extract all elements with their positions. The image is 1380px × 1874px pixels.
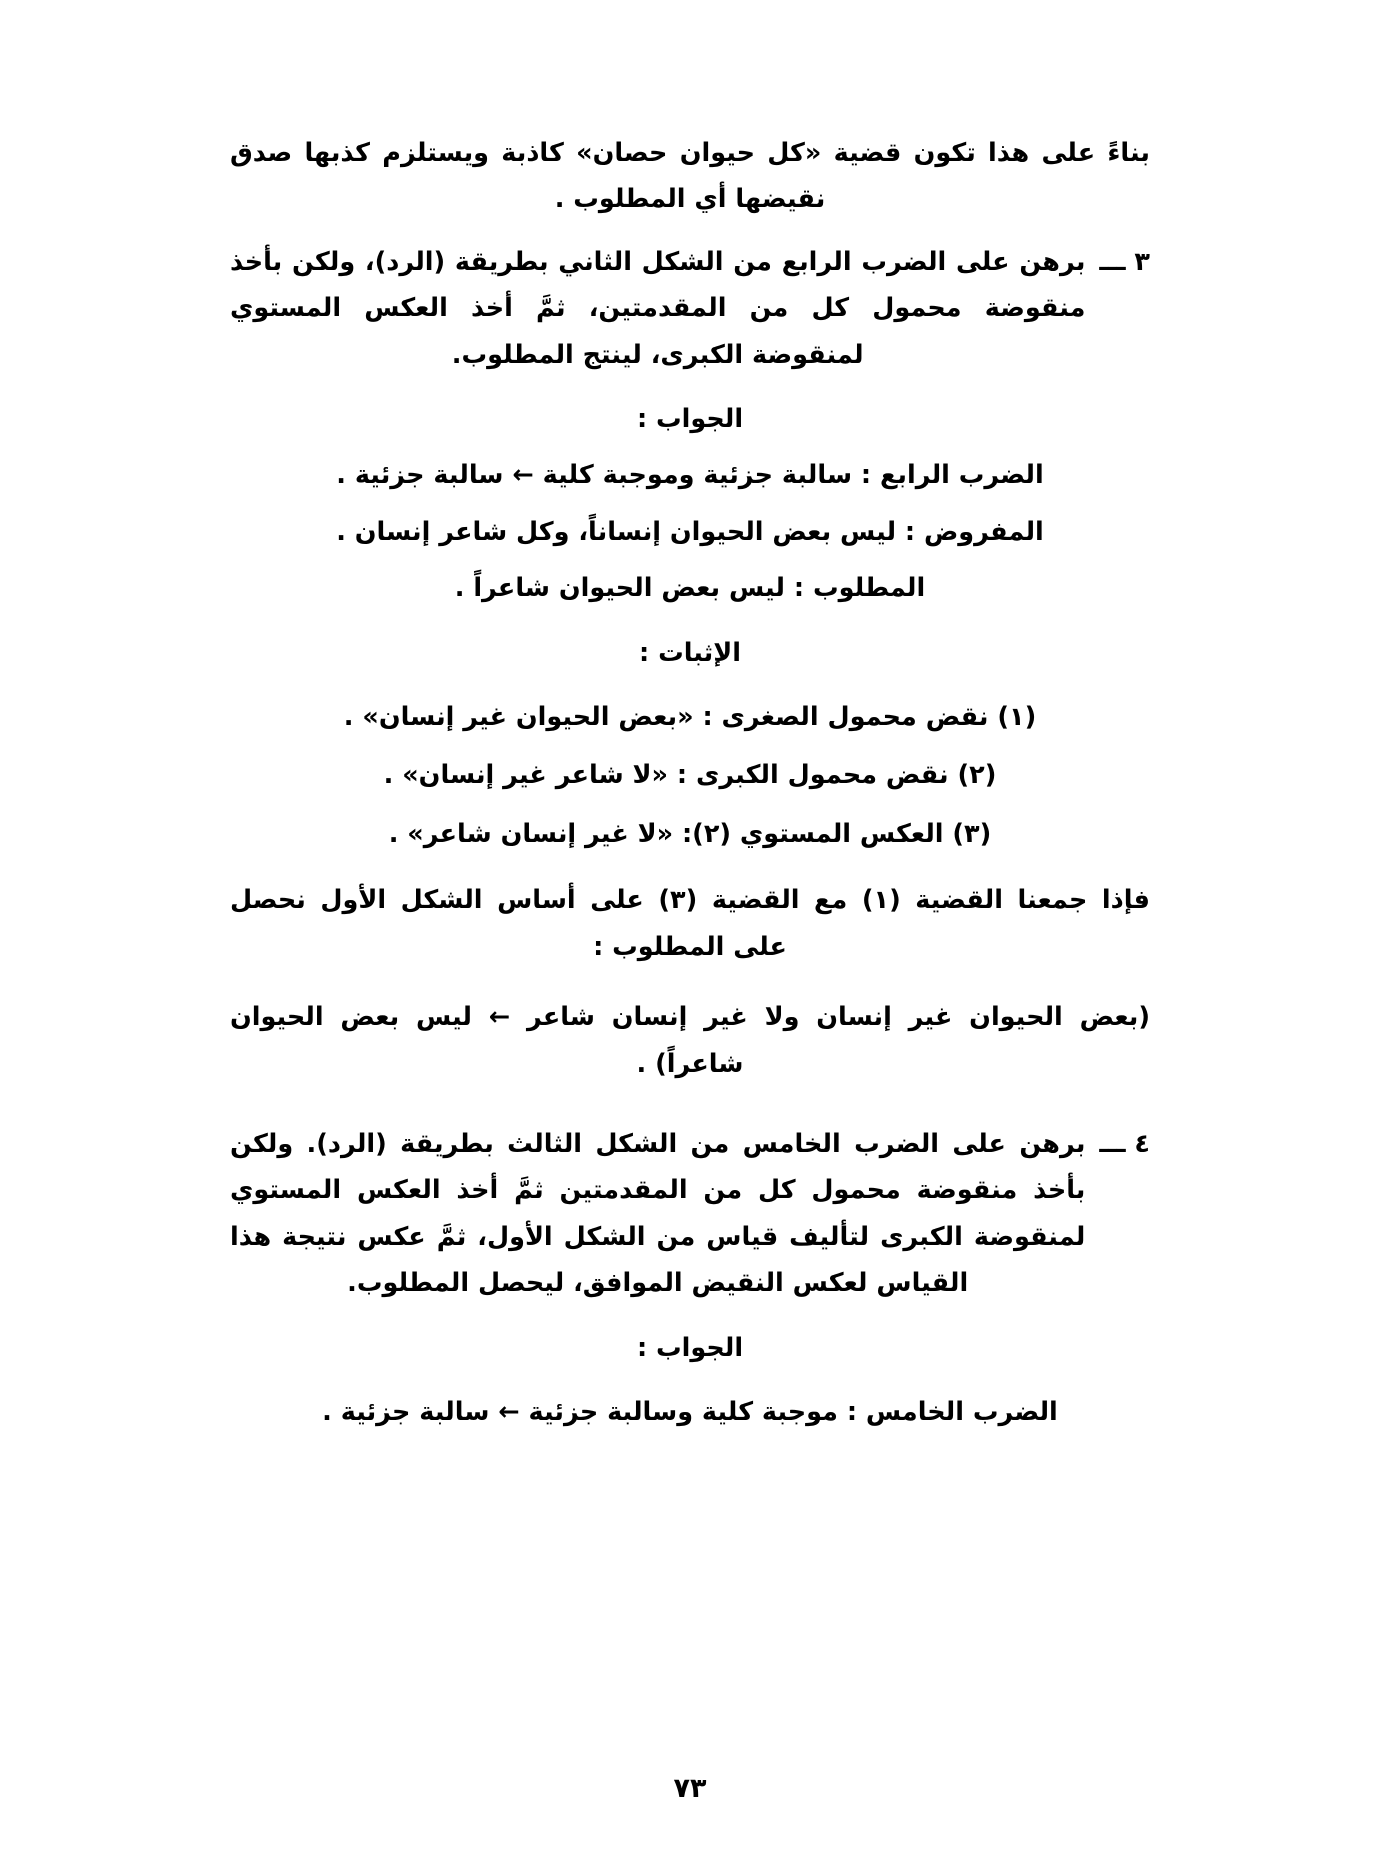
answer-label-2: الجواب : — [636, 1332, 744, 1363]
numbered-item-3-marker: ٣ ـــ — [1099, 246, 1150, 277]
page-number: ٧٣ — [673, 1773, 707, 1804]
numbered-item-4-marker: ٤ ـــ — [1099, 1128, 1150, 1159]
numbered-item-3-text: برهن على الضرب الرابع من الشكل الثاني بطريقة (الرد)، ولكن بأخذ منقوضة محمول كل من المقدمتين، ثمَّ أخذ العكس المستوي لمنقوضة الكبرى، لينتج المطلوب. — [230, 246, 1086, 370]
numbered-item-4 — [230, 1121, 1150, 1307]
answer-label-1: الجواب : — [636, 404, 744, 435]
proof-step-2: (٢) نقض محمول الكبرى : «لا شاعر غير إنسان» . — [383, 760, 997, 791]
proof-step-1: (١) نقض محمول الصغرى : «بعض الحيوان غير إنسان» . — [343, 702, 1037, 733]
paragraph-intro: بناءً على هذا تكون قضية «كل حيوان حصان» كاذبة ويستلزم كذبها صدق نقيضها أي المطلوب . — [230, 138, 1150, 215]
proof-label: الإثبات : — [639, 637, 741, 668]
paragraph-syllogism-result: (بعض الحيوان غير إنسان ولا غير إنسان شاعر ← ليس بعض الحيوان شاعراً) . — [230, 1002, 1150, 1079]
proof-step-3: (٣) العكس المستوي (٢): «لا غير إنسان شاعر» . — [388, 818, 992, 849]
numbered-item-4-text: برهن على الضرب الخامس من الشكل الثالث بطريقة (الرد). ولكن بأخذ منقوضة محمول كل من المقدمتين ثمَّ أخذ العكس المستوي لمنقوضة الكبرى لتأليف قياس من الشكل الأول، ثمَّ عكس نتيجة هذا القياس لعكس النقيض الموافق، ليحصل المطلوب. — [230, 1128, 1086, 1299]
fourth-mood-line: الضرب الرابع : سالبة جزئية وموجبة كلية ← سالبة جزئية . — [336, 460, 1044, 491]
conclusion-line-1: المطلوب : ليس بعض الحيوان شاعراً . — [454, 573, 926, 604]
fifth-mood-line: الضرب الخامس : موجبة كلية وسالبة جزئية ← سالبة جزئية . — [322, 1396, 1058, 1427]
paragraph-combination: فإذا جمعنا القضية (١) مع القضية (٣) على أساس الشكل الأول نحصل على المطلوب : — [230, 885, 1151, 962]
premise-line-1: المفروض : ليس بعض الحيوان إنساناً، وكل شاعر إنسان . — [336, 516, 1044, 547]
numbered-item-3 — [230, 239, 1150, 378]
